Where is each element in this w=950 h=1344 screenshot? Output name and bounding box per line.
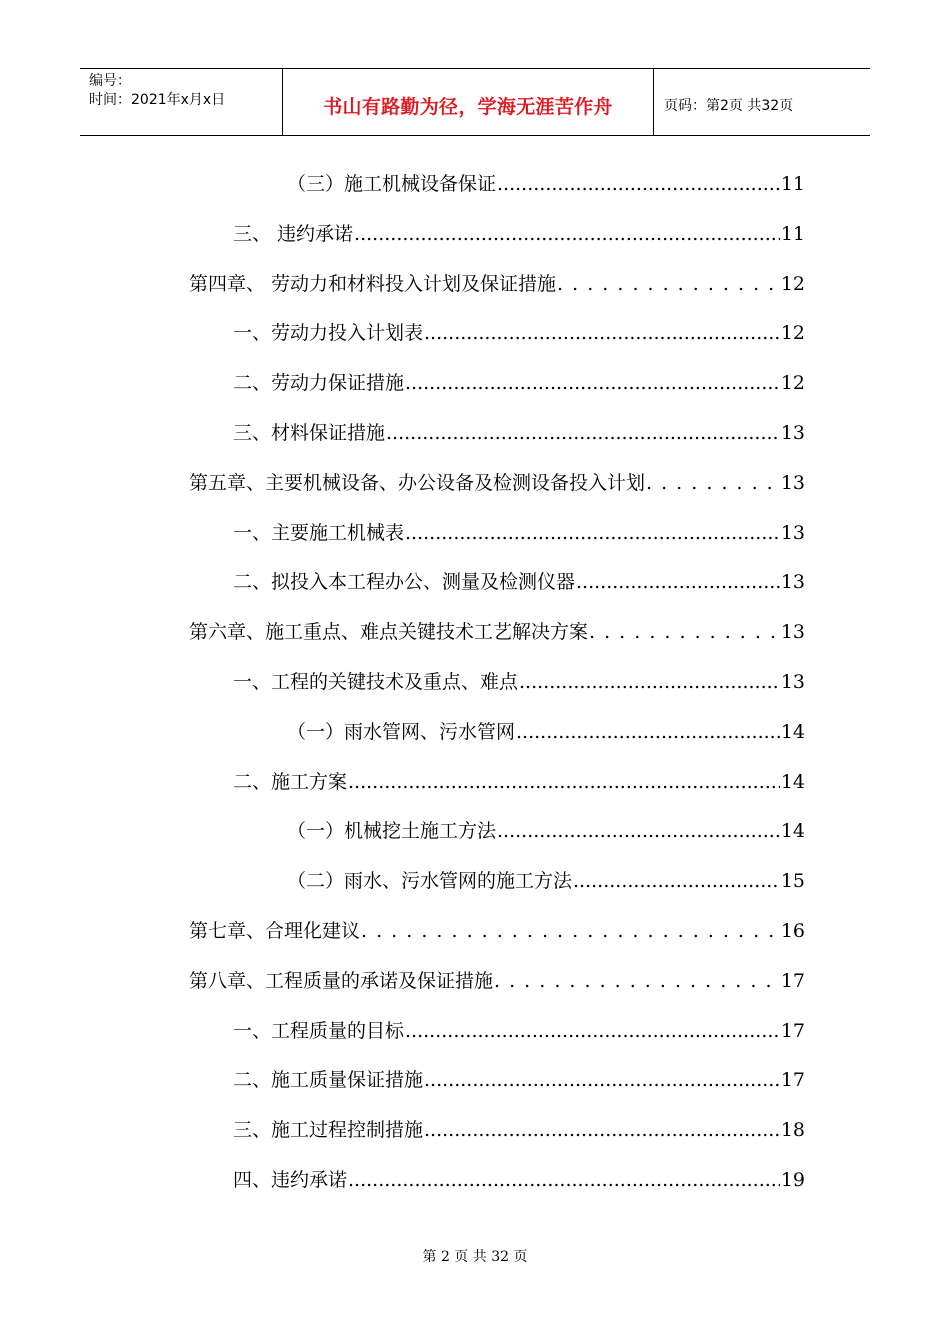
toc-dot-leader — [405, 369, 780, 397]
toc-chapter-entry[interactable] — [189, 618, 805, 646]
toc-entry[interactable] — [233, 568, 805, 596]
toc-entry-title: 三、材料保证措施 — [233, 422, 386, 444]
toc-entry-title: 一、工程的关键技术及重点、难点 — [233, 671, 519, 693]
toc-entry[interactable] — [233, 1017, 805, 1045]
page-footer: 第 2 页 共 32 页 — [422, 1249, 528, 1265]
toc-chapter-entry[interactable] — [189, 967, 805, 995]
toc-dot-leader — [405, 1017, 780, 1045]
toc-entry-title: 二、拟投入本工程办公、测量及检测仪器 — [233, 571, 576, 594]
toc-entry[interactable] — [287, 718, 805, 746]
toc-entry-page-number: 16 — [780, 920, 805, 942]
toc-dot-leader — [348, 1166, 780, 1194]
toc-entry-title: 二、施工方案 — [233, 770, 348, 793]
toc-entry-page-number: 14 — [780, 720, 805, 743]
toc-entry-page-number: 11 — [780, 222, 805, 245]
toc-entry[interactable] — [233, 768, 805, 796]
header-motto-cell — [282, 69, 654, 135]
document-number-label: 编号： — [89, 73, 131, 89]
toc-chapter-entry[interactable] — [189, 469, 805, 497]
toc-entry-page-number: 13 — [780, 571, 805, 594]
page-header — [80, 68, 870, 136]
toc-dot-leader — [354, 220, 780, 248]
toc-entry-page-number: 12 — [780, 272, 805, 295]
toc-entry-page-number: 13 — [780, 471, 805, 494]
header-motto: 书山有路勤为径，学海无涯苦作舟 — [323, 95, 613, 118]
toc-entry-title: 二、劳动力保证措施 — [233, 372, 405, 395]
toc-entry-title: 第八章、工程质量的承诺及保证措施 — [189, 969, 494, 992]
toc-entry-title: （二）雨水、污水管网的施工方法 — [287, 870, 573, 893]
toc-entry-page-number: 17 — [780, 1019, 805, 1042]
toc-entry-title: 第五章、主要机械设备、办公设备及检测设备投入计划 — [189, 471, 646, 494]
toc-entry[interactable] — [233, 1066, 805, 1094]
toc-dot-leader — [424, 319, 780, 347]
header-page-cell — [654, 69, 870, 135]
toc-dot-leader — [557, 270, 780, 298]
toc-entry-title: 三、施工过程控制措施 — [233, 1119, 424, 1142]
toc-entry[interactable] — [233, 319, 805, 347]
toc-entry-page-number: 14 — [780, 820, 805, 843]
toc-entry[interactable] — [287, 817, 805, 845]
toc-dot-leader — [519, 668, 780, 696]
toc-entry-title: 第七章、合理化建议 — [189, 920, 361, 942]
toc-entry[interactable] — [233, 1166, 805, 1194]
toc-dot-leader — [576, 568, 780, 596]
toc-dot-leader — [386, 419, 780, 447]
toc-dot-leader — [494, 967, 780, 995]
header-meta — [80, 69, 282, 135]
toc-entry-page-number: 17 — [780, 969, 805, 992]
toc-chapter-entry[interactable] — [189, 270, 805, 298]
toc-entry-title: 一、劳动力投入计划表 — [233, 322, 424, 345]
toc-dot-leader — [361, 917, 780, 945]
toc-entry-title: （一）雨水管网、污水管网 — [287, 720, 516, 743]
toc-entry-page-number: 13 — [780, 621, 805, 644]
toc-dot-leader — [497, 170, 780, 198]
toc-dot-leader — [516, 718, 780, 746]
toc-dot-leader — [424, 1066, 780, 1094]
toc-entry-title: 第四章、 劳动力和材料投入计划及保证措施 — [189, 272, 557, 295]
toc-entry[interactable] — [287, 170, 805, 198]
toc-entry-title: 三、 违约承诺 — [233, 222, 354, 245]
toc-entry-page-number: 12 — [780, 322, 805, 345]
toc-entry[interactable] — [233, 369, 805, 397]
toc-entry-page-number: 11 — [780, 173, 805, 195]
toc-entry-page-number: 18 — [780, 1119, 805, 1142]
toc-entry-page-number: 13 — [780, 671, 805, 693]
toc-entry[interactable] — [233, 519, 805, 547]
toc-dot-leader — [424, 1116, 780, 1144]
toc-entry-page-number: 13 — [780, 422, 805, 444]
toc-entry-page-number: 15 — [780, 870, 805, 893]
toc-entry-title: 四、违约承诺 — [233, 1169, 348, 1191]
toc-entry[interactable] — [287, 867, 805, 895]
toc-dot-leader — [348, 768, 780, 796]
toc-entry[interactable] — [233, 220, 805, 248]
toc-entry-title: 第六章、施工重点、难点关键技术工艺解决方案 — [189, 621, 589, 644]
toc-dot-leader — [497, 817, 780, 845]
toc-chapter-entry[interactable] — [189, 917, 805, 945]
toc-entry-page-number: 19 — [780, 1169, 805, 1191]
toc-dot-leader — [589, 618, 780, 646]
toc-entry-page-number: 12 — [780, 372, 805, 395]
toc-entry-title: （一）机械挖土施工方法 — [287, 820, 497, 843]
toc-dot-leader — [405, 519, 780, 547]
toc-entry-page-number: 17 — [780, 1069, 805, 1092]
toc-entry-title: （三）施工机械设备保证 — [287, 173, 497, 195]
toc-entry-title: 一、工程质量的目标 — [233, 1019, 405, 1042]
document-time-label: 时间：2021年x月x日 — [89, 92, 226, 108]
toc-dot-leader — [646, 469, 780, 497]
toc-entry[interactable] — [233, 419, 805, 447]
toc-entry-title: 一、主要施工机械表 — [233, 521, 405, 544]
toc-dot-leader — [573, 867, 780, 895]
toc-entry-page-number: 13 — [780, 521, 805, 544]
toc-entry-page-number: 14 — [780, 770, 805, 793]
header-page-label: 页码：第2页 共32页 — [664, 98, 794, 114]
toc-entry[interactable] — [233, 668, 805, 696]
toc-entry[interactable] — [233, 1116, 805, 1144]
toc-entry-title: 二、施工质量保证措施 — [233, 1069, 424, 1092]
